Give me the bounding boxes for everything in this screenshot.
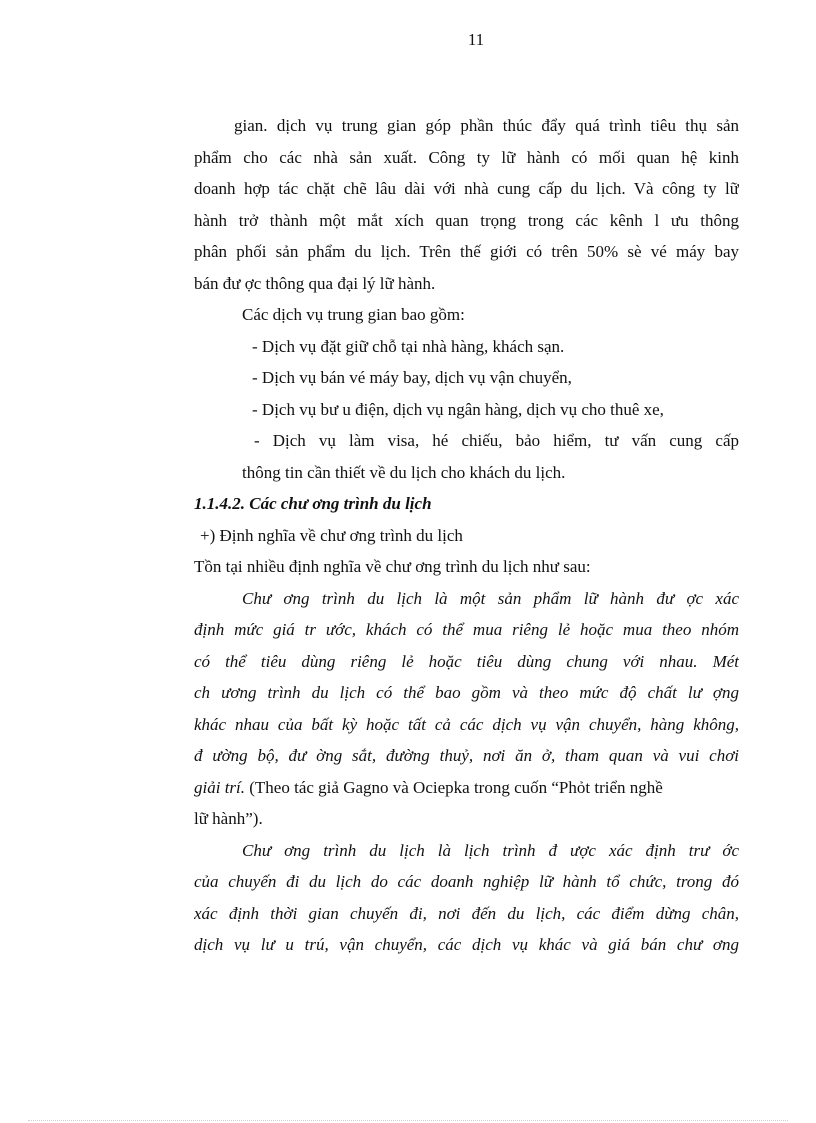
quote-end: giải trí. (194, 777, 246, 797)
quote-line: có thể tiêu dùng riêng lẻ hoặc tiêu dùng chung với nhau. Mét (194, 651, 739, 671)
quote-line: dịch vụ lư u trú, vận chuyển, các dịch vụ khác và giá bán chư ơng (194, 935, 739, 954)
section-heading: 1.1.4.2. Các chư ơng trình du lịch (194, 494, 432, 513)
citation: (Theo tác giả Gagno và Ociepka trong cuốn “Phỏt triển nghề (245, 777, 663, 797)
list-item: - Dịch vụ bán vé máy bay, dịch vụ vận chuyển, (252, 368, 572, 387)
paragraph-line: bán đư ợc thông qua đại lý lữ hành. (194, 273, 436, 293)
quote-line: Chư ơng trình du lịch là một sản phẩm lữ hành đư ợc xác (242, 588, 739, 608)
page-number: 11 (467, 30, 485, 49)
quote-line: của chuyến đi du lịch do các doanh nghiệp lữ hành tổ chức, trong đó (194, 872, 739, 891)
paragraph-line: gian. dịch vụ trung gian góp phần thúc đẩy quá trình tiêu thụ sản (234, 116, 739, 135)
list-item: - Dịch vụ bư u điện, dịch vụ ngân hàng, dịch vụ cho thuê xe, (252, 399, 664, 419)
quote-line: khác nhau của bất kỳ hoặc tất cả các dịch vụ vận chuyển, hàng không, (194, 714, 739, 734)
quote-line: định mức giá tr ước, khách có thể mua riêng lẻ hoặc mua theo nhóm (194, 620, 739, 639)
paragraph-line: phẩm cho các nhà sản xuất. Công ty lữ hành có mối quan hệ kinh (194, 147, 739, 167)
paragraph-line: doanh hợp tác chặt chẽ lâu dài với nhà cung cấp du lịch. Và công ty lữ (194, 179, 739, 198)
document-body (194, 110, 739, 961)
quote-line: ch ương trình du lịch có thể bao gồm và theo mức độ chất lư ợng (194, 683, 739, 702)
list-item: thông tin cần thiết về du lịch cho khách du lịch. (242, 462, 566, 482)
subheading: +) Định nghĩa về chư ơng trình du lịch (200, 525, 463, 545)
quote-line: xác định thời gian chuyến đi, nơi đến du lịch, các điểm dừng chân, (194, 903, 739, 923)
quote-line (194, 772, 739, 804)
page-bottom-divider (28, 1120, 788, 1121)
paragraph-line: hành trở thành một mắt xích quan trọng trong các kênh l ưu thông (194, 210, 739, 230)
quote-line: đ ường bộ, đư ờng sắt, đường thuỷ, nơi ăn ở, tham quan và vui chơi (194, 746, 739, 765)
paragraph-line: Tồn tại nhiều định nghĩa về chư ơng trình du lịch như sau: (194, 557, 591, 576)
list-item: - Dịch vụ đặt giữ chỗ tại nhà hàng, khách sạn. (252, 336, 565, 356)
citation-line: lữ hành”). (194, 809, 263, 828)
list-intro: Các dịch vụ trung gian bao gồm: (242, 305, 465, 324)
list-item: - Dịch vụ làm visa, hé chiếu, bảo hiểm, tư vấn cung cấp (254, 431, 739, 450)
quote-line: Chư ơng trình du lịch là lịch trình đ ược xác định trư ớc (242, 840, 739, 860)
paragraph-line: phân phối sản phẩm du lịch. Trên thế giới có trên 50% sè vé máy bay (194, 242, 739, 261)
